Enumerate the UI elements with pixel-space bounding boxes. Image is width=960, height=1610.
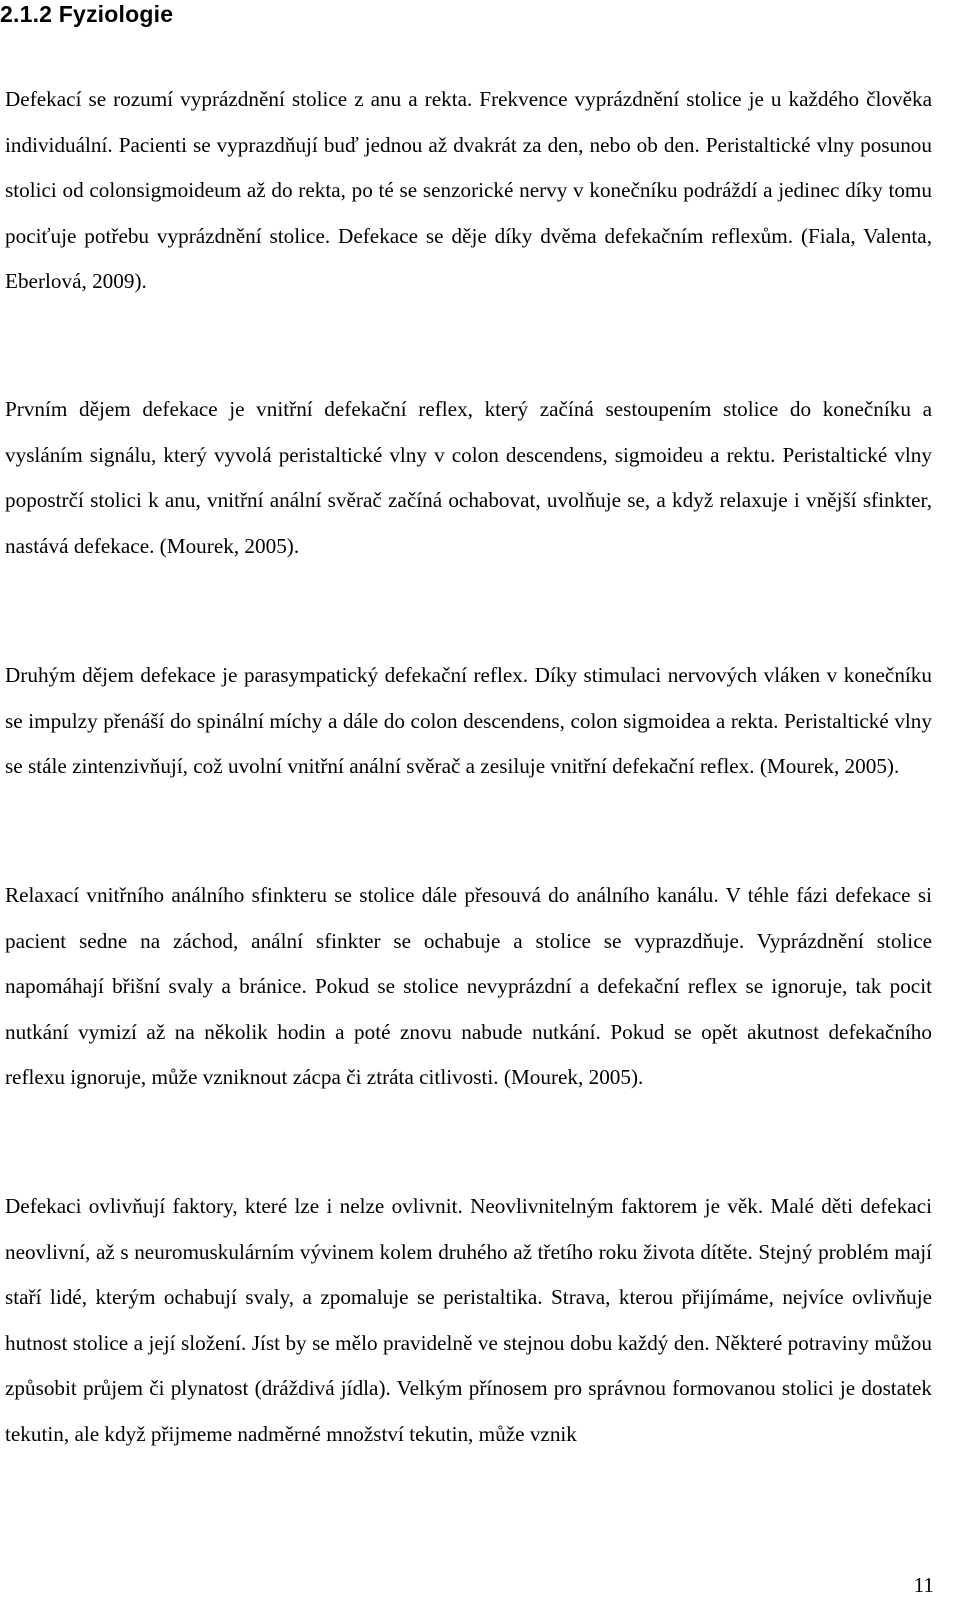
section-heading: 2.1.2 Fyziologie xyxy=(0,1,174,27)
page-number: 11 xyxy=(913,1573,934,1597)
paragraph-parasympathetic-reflex: Druhým dějem defekace je parasympatický defekační reflex. Díky stimulaci nervových vláken v konečníku se impulzy přenáší do spinální míchy a dále do colon descendens, colon sigmoidea a rekta. Peristaltické vlny se stále zintenzivňují, což uvolní vnitřní anální svěrač a zesiluje vnitřní defekační reflex. (Mourek, 2005). xyxy=(5,663,932,779)
paragraph-internal-reflex: Prvním dějem defekace je vnitřní defekační reflex, který začíná sestoupením stolice do konečníku a vysláním signálu, který vyvolá peristaltické vlny v colon descendens, sigmoideu a rektu. Peristaltické vlny popostrčí stolici k anu, vnitřní anální svěrač začíná ochabovat, uvolňuje se, a když relaxuje i vnější sfinkter, nastává defekace. (Mourek, 2005). xyxy=(5,397,932,558)
paragraph-defecation-definition: Defekací se rozumí vyprázdnění stolice z anu a rekta. Frekvence vyprázdnění stolice je u každého člověka individuální. Pacienti se vyprazdňují buď jednou až dvakrát za den, nebo ob den. Peristaltické vlny posunou stolici od colonsigmoideum až do rekta, po té se senzorické nervy v konečníku podráždí a jedinec díky tomu pociťuje potřebu vyprázdnění stolice. Defekace se děje díky dvěma defekačním reflexům. (Fiala, Valenta, Eberlová, 2009). xyxy=(5,87,932,294)
paragraph-anal-canal: Relaxací vnitřního análního sfinkteru se stolice dále přesouvá do análního kanálu. V téhle fázi defekace si pacient sedne na záchod, anální sfinkter se ochabuje a stolice se vyprazdňuje. Vyprázdnění stolice napomáhají břišní svaly a bránice. Pokud se stolice nevyprázdní a defekační reflex se ignoruje, tak pocit nutkání vymizí až na několik hodin a poté znovu nabude nutkání. Pokud se opět akutnost defekačního reflexu ignoruje, může vzniknout zácpa či ztráta citlivosti. (Mourek, 2005). xyxy=(5,883,932,1090)
paragraph-influencing-factors: Defekaci ovlivňují faktory, které lze i nelze ovlivnit. Neovlivnitelným faktorem je věk. Malé děti defekaci neovlivní, až s neuromuskulárním vývinem kolem druhého až třetího roku života dítěte. Stejný problém mají staří lidé, kterým ochabují svaly, a zpomaluje se peristaltika. Strava, kterou přijímáme, nejvíce ovlivňuje hutnost stolice a její složení. Jíst by se mělo pravidelně ve stejnou dobu každý den. Některé potraviny můžou způsobit průjem či plynatost (dráždivá jídla). Velkým přínosem pro správnou formovanou stolici je dostatek tekutin, ale když přijmeme nadměrné množství tekutin, může vznik xyxy=(5,1194,932,1446)
